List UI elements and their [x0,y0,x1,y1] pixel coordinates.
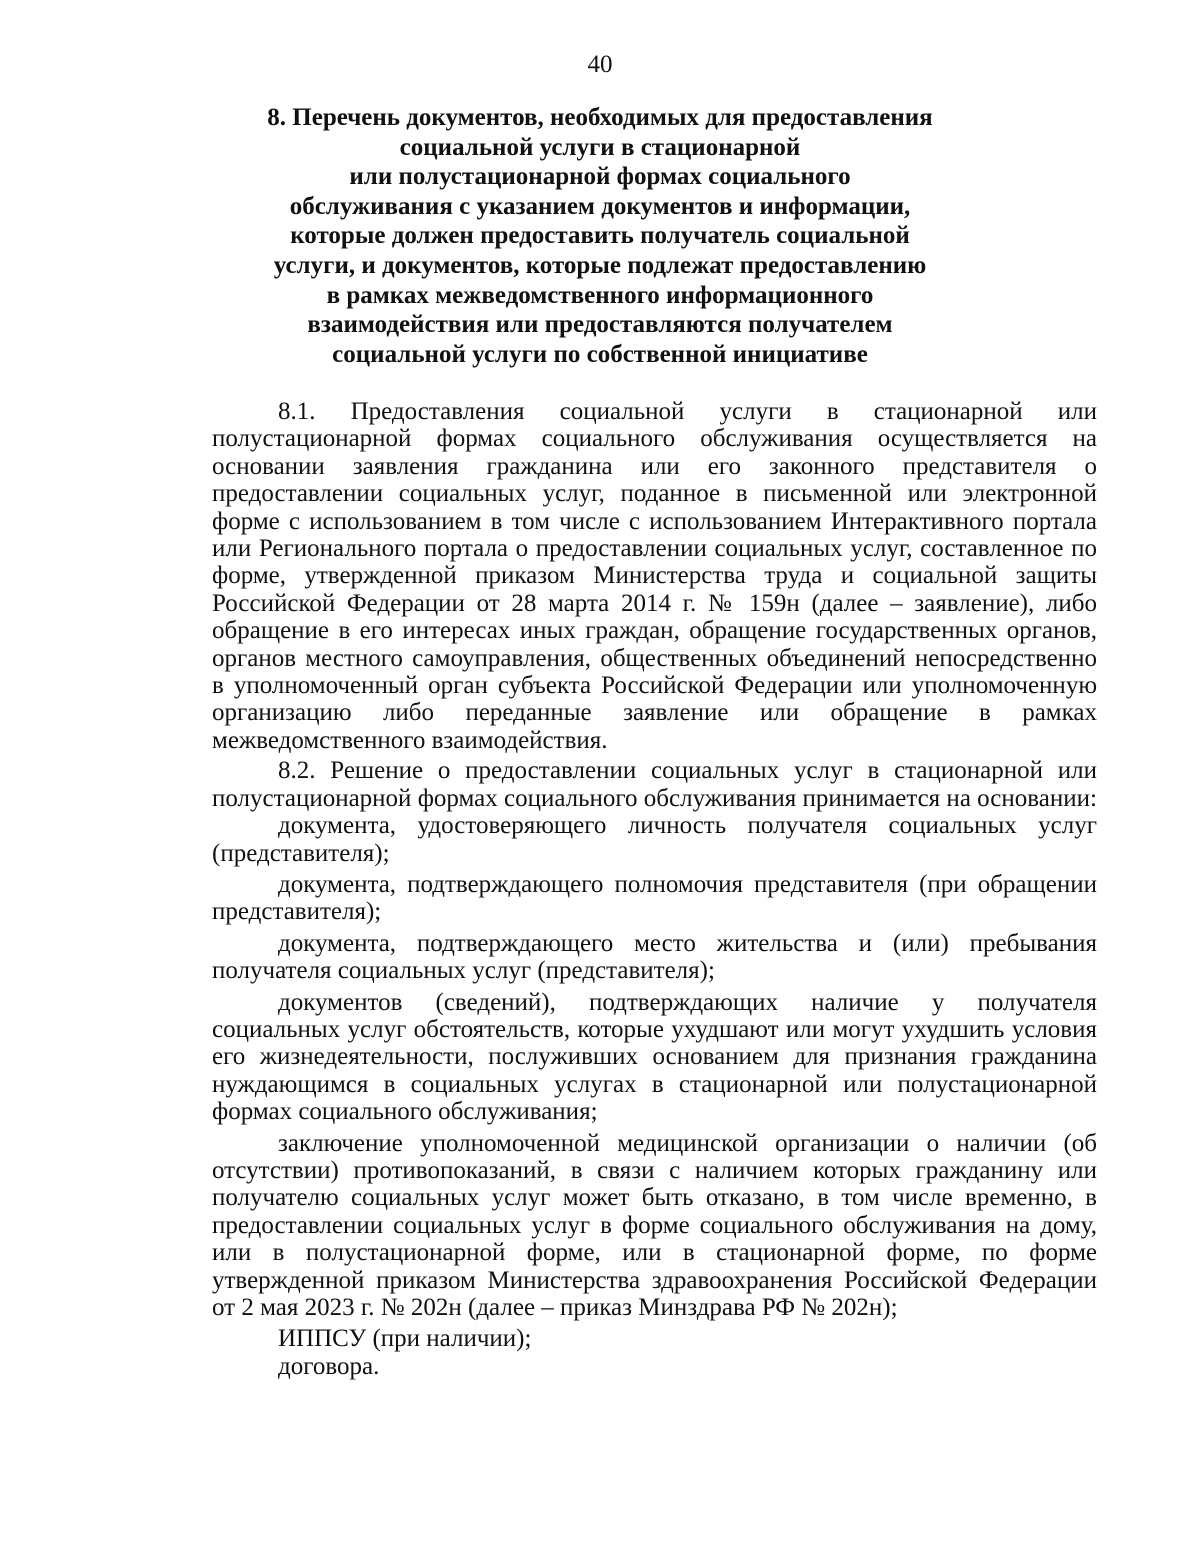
list-item-medical-conclusion: заключение уполномоченной медицинской организации о наличии (об отсутствии) противопоказаний, в связи с наличием которых гражданину или получателю социальных услуг может быть отказано, в том числе временно, в предоставлении социальных услуг в форме социального обслуживания на дому, или в полустационарной форме, или в стационарной форме, по форме утвержденной приказом Министерства здравоохранения Российской Федерации от 2 мая 2023 г. № 202н (далее – приказ Минздрава РФ № 202н); [212,1129,1097,1321]
paragraph-8-2: 8.2. Решение о предоставлении социальных услуг в стационарной или полустационарной формах социального обслуживания принимается на основании: [212,757,1097,812]
heading-line: в рамках межведомственного информационного [326,281,874,309]
paragraph-8-1: 8.1. Предоставления социальной услуги в стационарной или полустационарной формах социального обслуживания осуществляется на основании заявления гражданина или его законного представителя о предоставлении социальных услуг, поданное в письменной или электронной форме с использованием в том числе с использованием Интерактивного портала или Регионального портала о предоставлении социальных услуг, составленное по форме, утвержденной приказом Министерства труда и социальной защиты Российской Федерации от 28 марта 2014 г. № 159н (далее – заявление), либо обращение в его интересах иных граждан, обращение государственных органов, органов местного самоуправления, общественных объединений непосредственно в уполномоченный орган субъекта Российской Федерации или уполномоченную организацию либо переданные заявление или обращение в рамках межведомственного взаимодействия. [212,398,1097,754]
page-number: 40 [587,51,613,78]
heading-line: обслуживания с указанием документов и информации, [289,192,911,220]
list-item-residence-document: документа, подтверждающего место жительства и (или) пребывания получателя социальных услуг (представителя); [212,929,1097,985]
list-item-ippsu: ИППСУ (при наличии); [278,1325,532,1353]
heading-line: или полустационарной формах социального [349,163,851,191]
heading-line: услуги, и документов, которые подлежат предоставлению [273,251,927,279]
document-body [212,398,1097,1380]
list-item-authority-document: документа, подтверждающего полномочия представителя (при обращении представителя); [212,870,1097,926]
heading-line: взаимодействия или предоставляются получателем [307,311,893,339]
heading-line: социальной услуги по собственной инициативе [332,340,868,368]
heading-line: которые должен предоставить получатель социальной [290,222,910,250]
section-heading [260,103,940,369]
list-item-circumstances-documents: документов (сведений), подтверждающих наличие у получателя социальных услуг обстоятельств, которые ухудшают или могут ухудшить условия его жизнедеятельности, послуживших основанием для признания гражданина нуждающимся в социальных услугах в стационарной или полустационарной формах социального обслуживания; [212,988,1097,1126]
heading-line: 8. Перечень документов, необходимых для предоставления [267,104,933,131]
list-item-identity-document: документа, удостоверяющего личность получателя социальных услуг (представителя); [212,812,1097,867]
heading-line: социальной услуги в стационарной [399,133,801,161]
list-item-contract: договора. [278,1352,380,1380]
